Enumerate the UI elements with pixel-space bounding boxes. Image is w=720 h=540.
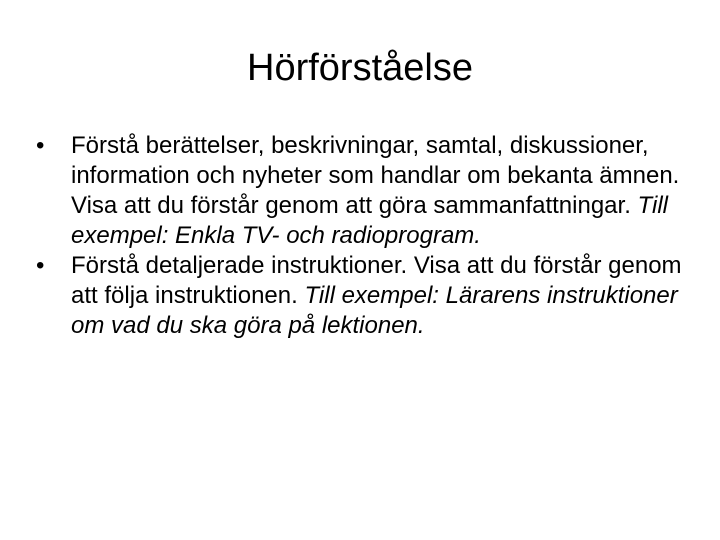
slide-title: Hörförståelse	[247, 47, 473, 89]
bullet-text-block	[71, 131, 696, 251]
bullet-item	[36, 251, 696, 341]
bullet-example: Till exempel: Enkla TV- och radioprogram.	[71, 192, 668, 249]
bullet-example: Till exempel: Lärarens instruktioner om vad du ska göra på lektionen.	[71, 282, 678, 339]
bullet-list	[36, 131, 696, 341]
bullet-text-block	[71, 251, 696, 341]
bullet-item	[36, 131, 696, 251]
bullet-text: Förstå berättelser, beskrivningar, samtal, diskussioner, information och nyheter som handlar om bekanta ämnen. Visa att du förstår genom att göra sammanfattningar.	[71, 132, 680, 219]
bullet-text: Förstå detaljerade instruktioner. Visa att du förstår genom att följa instruktionen.	[71, 252, 682, 309]
bullet-marker: •	[36, 132, 45, 159]
bullet-marker: •	[36, 252, 45, 279]
